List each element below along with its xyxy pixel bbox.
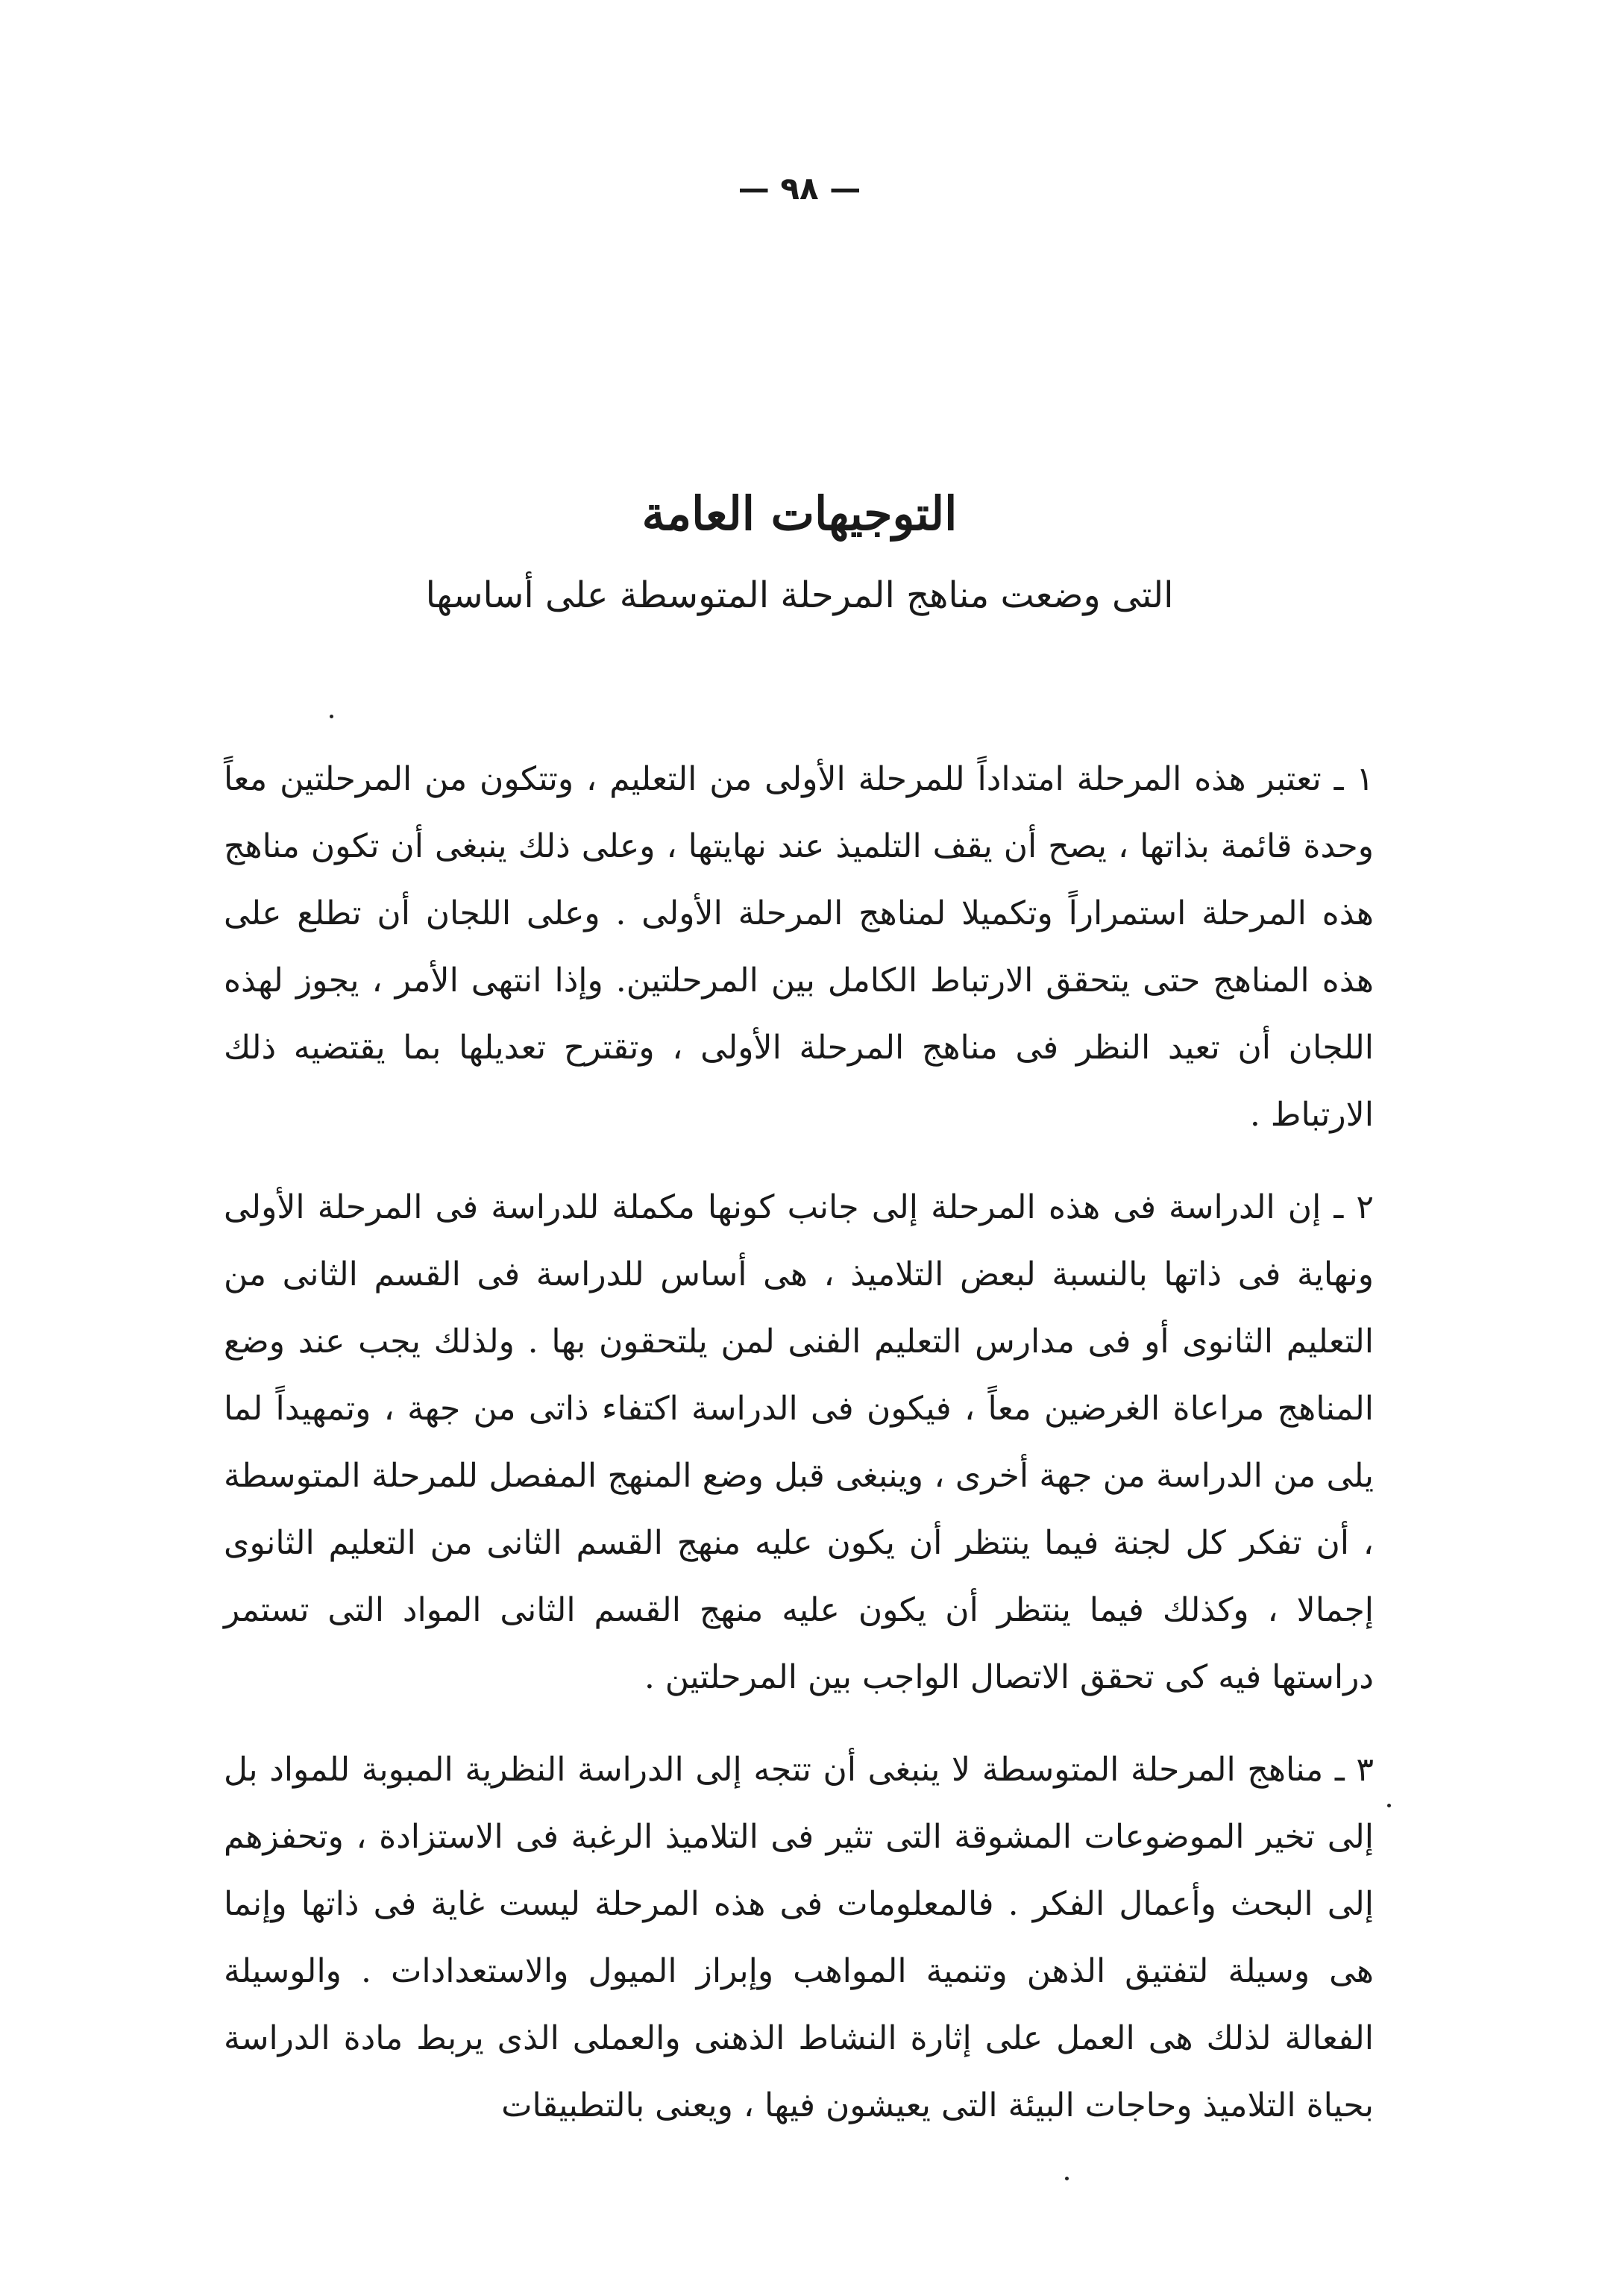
body-text [224,746,1374,2165]
stray-mark [330,715,333,718]
paragraph-3: ٣ ـ مناهج المرحلة المتوسطة لا ينبغى أن تتجه إلى الدراسة النظرية المبوبة للمواد بل إلى تخير الموضوعات المشوقة التى تثير فى التلاميذ الرغبة فى الاستزادة ، وتحفزهم إلى البحث وأعمال الفكر . فالمعلومات فى هذه المرحلة ليست غاية فى ذاتها وإنما هى وسيلة لتفتيق الذهن وتنمية المواهب وإبراز الميول والاستعدادات . والوسيلة الفعالة لذلك هى العمل على إثارة النشاط الذهنى والعملى الذى يربط مادة الدراسة بحياة التلاميذ وحاجات البيئة التى يعيشون فيها ، ويعنى بالتطبيقات [224,1751,1374,2124]
stray-mark [1387,1804,1391,1807]
page-title: التوجيهات العامة [641,486,958,541]
stray-mark [1065,2177,1069,2180]
page-number: — ٩٨ — [738,170,861,207]
paragraph-2: ٢ ـ إن الدراسة فى هذه المرحلة إلى جانب كونها مكملة للدراسة فى المرحلة الأولى ونهاية فى ذاتها بالنسبة لبعض التلاميذ ، هى أساس للدراسة فى القسم الثانى من التعليم الثانوى أو فى مدارس التعليم الفنى لمن يلتحقون بها . ولذلك يجب عند وضع المناهج مراعاة الغرضين معاً ، فيكون فى الدراسة اكتفاء ذاتى من جهة ، وتمهيداً لما يلى من الدراسة من جهة أخرى ، وينبغى قبل وضع المنهج المفصل للمرحلة المتوسطة ، أن تفكر كل لجنة فيما ينتظر أن يكون عليه منهج القسم الثانى من التعليم الثانوى إجمالا ، وكذلك فيما ينتظر أن يكون عليه منهج القسم الثانى المواد التى تستمر دراستها فيه كى تحقق الاتصال الواجب بين المرحلتين . [224,1188,1374,1696]
paragraph-1: ١ ـ تعتبر هذه المرحلة امتداداً للمرحلة الأولى من التعليم ، وتتكون من المرحلتين معاً وحدة قائمة بذاتها ، يصح أن يقف التلميذ عند نهايتها ، وعلى ذلك ينبغى أن تكون مناهج هذه المرحلة استمراراً وتكميلا لمناهج المرحلة الأولى . وعلى اللجان أن تطلع على هذه المناهج حتى يتحقق الارتباط الكامل بين المرحلتين. وإذا انتهى الأمر ، يجوز لهذه اللجان أن تعيد النظر فى مناهج المرحلة الأولى ، وتقترح تعديلها بما يقتضيه ذلك الارتباط . [224,760,1374,1134]
page-subtitle: التى وضعت مناهج المرحلة المتوسطة على أساسها [425,574,1174,616]
